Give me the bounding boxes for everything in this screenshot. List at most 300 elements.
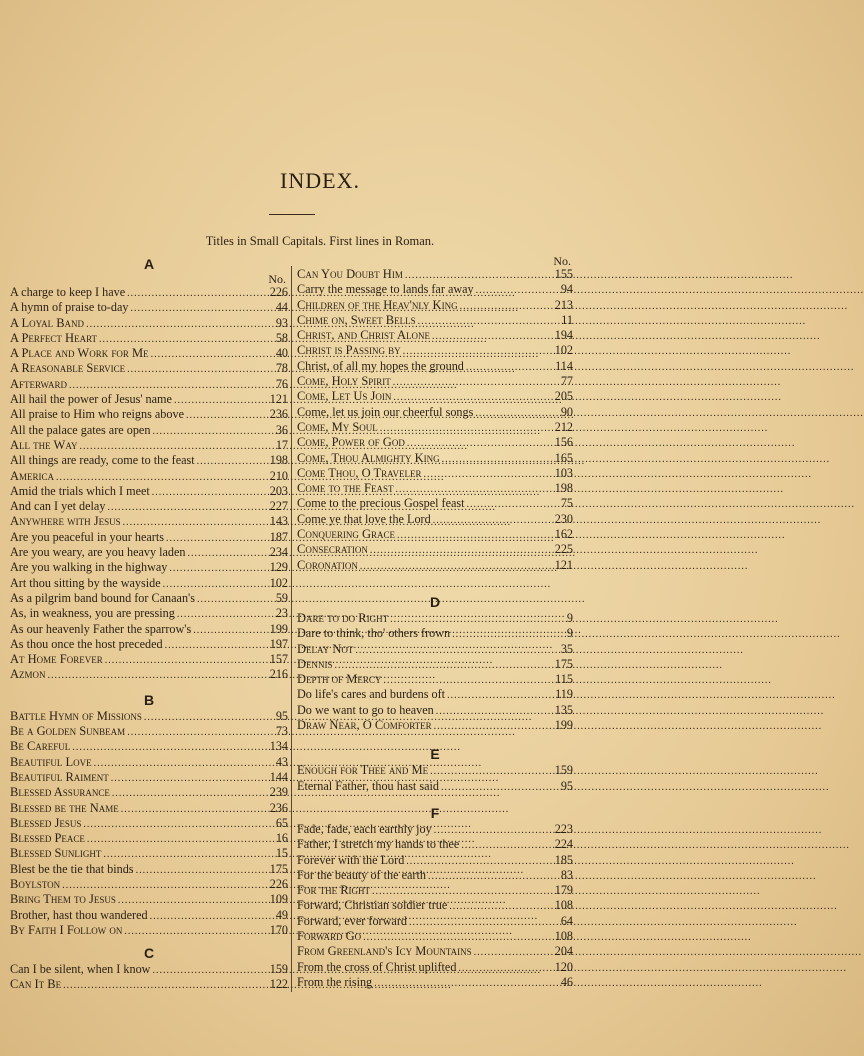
dot-leader <box>111 771 264 786</box>
index-entry <box>297 626 573 641</box>
index-entry <box>297 944 573 959</box>
dot-leader <box>380 421 549 436</box>
dot-leader <box>363 930 549 945</box>
hymn-number: 234 <box>269 545 288 560</box>
index-legend: Titles in Small Capitals. First lines in Roman. <box>205 234 435 248</box>
dot-leader <box>165 638 264 653</box>
dot-leader <box>127 725 264 740</box>
entry-title: Come to the Feast <box>297 481 394 496</box>
dot-leader <box>152 963 264 978</box>
entry-title: Come, Holy Spirit <box>297 374 391 389</box>
index-entry <box>10 499 288 514</box>
entry-title: Christ is Passing by <box>297 343 401 358</box>
hymn-number: 135 <box>554 702 573 717</box>
dot-leader <box>186 408 264 423</box>
hymn-number: 119 <box>555 687 573 702</box>
index-entry <box>297 389 573 404</box>
index-entry <box>10 545 288 560</box>
hymn-number: 226 <box>269 285 288 299</box>
hymn-number: 102 <box>554 343 573 358</box>
index-entry <box>10 892 288 907</box>
index-entry <box>10 423 288 438</box>
entry-title: Are you peaceful in your hearts <box>10 529 164 544</box>
section-letter-c: C <box>143 945 155 962</box>
index-entry <box>10 377 288 392</box>
entry-title: Amid the trials which I meet <box>10 483 150 498</box>
entry-title: Forward, Christian soldier true <box>297 898 448 913</box>
dot-leader <box>83 817 264 832</box>
dot-leader <box>105 653 264 668</box>
hymn-number: 144 <box>269 769 288 784</box>
dot-leader <box>152 485 264 500</box>
hymn-number: 197 <box>269 636 288 651</box>
hymn-number: 216 <box>269 667 288 682</box>
entry-title: Brother, hast thou wandered <box>10 907 148 922</box>
dot-leader <box>441 780 549 795</box>
index-entry <box>10 514 288 529</box>
dot-leader <box>383 673 549 688</box>
entry-title: Coronation <box>297 557 358 572</box>
index-entry <box>297 914 573 929</box>
index-entry <box>10 361 288 376</box>
index-entry <box>10 285 288 300</box>
entry-title: Christ, and Christ Alone <box>297 328 431 343</box>
hymn-number: 40 <box>275 346 288 361</box>
hymn-number: 203 <box>269 483 288 498</box>
hymn-number: 225 <box>554 542 573 557</box>
entry-title: Consecration <box>297 542 368 557</box>
hymn-number: 159 <box>269 962 288 977</box>
dot-leader <box>80 439 264 454</box>
hymn-number: 213 <box>554 297 573 312</box>
dot-leader <box>434 719 549 734</box>
dot-leader <box>123 515 264 530</box>
index-entry <box>10 637 288 652</box>
hymn-number: 78 <box>275 361 288 376</box>
index-entry <box>10 977 288 992</box>
hymn-number: 75 <box>560 496 573 511</box>
hymn-number: 165 <box>554 450 573 465</box>
dot-leader <box>103 847 264 862</box>
index-entry <box>10 484 288 499</box>
index-entry <box>10 862 288 877</box>
entry-title: Dare to think, tho' others frown <box>297 626 451 641</box>
entry-title: Draw Near, O Comforter <box>297 718 432 733</box>
index-entry <box>297 481 573 496</box>
dot-leader <box>197 592 264 607</box>
dot-leader <box>63 978 264 993</box>
right-column <box>297 255 573 990</box>
hymn-number: 170 <box>269 922 288 937</box>
entry-title: Depth of Mercy <box>297 672 382 687</box>
index-entry <box>10 622 288 637</box>
hymn-number: 199 <box>554 718 573 733</box>
dot-leader <box>467 497 549 512</box>
hymn-number: 157 <box>269 652 288 667</box>
entry-title: Eternal Father, thou hast said <box>297 778 440 793</box>
hymn-number: 109 <box>269 892 288 907</box>
index-entry <box>297 282 573 297</box>
dot-leader <box>121 802 264 817</box>
dot-leader <box>432 329 549 344</box>
dot-leader <box>69 378 264 393</box>
entry-title: All hail the power of Jesus' name <box>10 392 172 407</box>
dot-leader <box>127 362 264 377</box>
entry-title: Boylston <box>10 876 61 891</box>
hymn-number: 230 <box>554 511 573 526</box>
dot-leader <box>433 513 549 528</box>
dot-leader <box>87 832 264 847</box>
hymn-number: 114 <box>555 358 573 373</box>
dot-leader <box>124 924 264 939</box>
entry-title: And can I yet delay <box>10 499 106 514</box>
hymn-number: 236 <box>269 407 288 422</box>
dot-leader <box>193 623 264 638</box>
dot-leader <box>62 878 264 893</box>
entry-title: Blessed Peace <box>10 831 85 846</box>
entry-title: Battle Hymn of Missions <box>10 708 142 723</box>
hymn-number: 134 <box>269 739 288 754</box>
dot-leader <box>418 314 549 329</box>
hymn-number: 224 <box>554 837 573 852</box>
hymn-number: 43 <box>275 754 288 769</box>
dot-leader <box>127 286 264 301</box>
entry-title: A Perfect Heart <box>10 330 98 345</box>
index-entry <box>297 868 573 883</box>
dot-leader <box>150 909 264 924</box>
hymn-number: 143 <box>269 514 288 529</box>
entry-title: From the rising <box>297 974 373 989</box>
hymn-number: 223 <box>554 821 573 836</box>
index-entry <box>10 346 288 361</box>
index-entry <box>297 779 573 794</box>
entry-title: Come Thou, O Traveler <box>297 465 422 480</box>
hymn-number: 35 <box>560 641 573 656</box>
index-entry <box>297 657 573 672</box>
section-letter-f: F <box>430 804 440 821</box>
entry-title: Come, Thou Almighty King <box>297 450 440 465</box>
index-entry <box>297 898 573 913</box>
entry-title: Dare to do Right <box>297 610 389 625</box>
entry-title: Be a Golden Sunbeam <box>10 724 126 739</box>
dot-leader <box>374 976 549 991</box>
index-entry <box>297 929 573 944</box>
entry-title: A hymn of praise to-day <box>10 300 129 315</box>
hymn-number: 115 <box>555 672 573 687</box>
entry-title: Forward, ever forward <box>297 913 407 928</box>
entry-title: Dennis <box>297 656 333 671</box>
index-entry <box>10 801 288 816</box>
dot-leader <box>56 470 264 485</box>
dot-leader <box>86 317 264 332</box>
number-column-header: No. <box>553 254 571 268</box>
hymn-number: 120 <box>554 959 573 974</box>
dot-leader <box>452 627 549 642</box>
dot-leader <box>174 393 264 408</box>
dot-leader <box>405 268 549 283</box>
index-entry <box>297 960 573 975</box>
index-entry <box>10 962 288 977</box>
index-entry <box>297 451 573 466</box>
entry-title: Come, Power of God <box>297 435 405 450</box>
entry-title: Beautiful Raiment <box>10 769 109 784</box>
entry-title: All the palace gates are open <box>10 422 151 437</box>
index-entry <box>10 816 288 831</box>
entry-title: Can You Doubt Him <box>297 267 403 281</box>
dot-leader <box>144 710 264 725</box>
dot-leader <box>372 884 549 899</box>
entry-title: Do life's cares and burdens oft <box>297 687 446 702</box>
dot-leader <box>474 945 549 960</box>
index-entry <box>10 530 288 545</box>
entry-title: Do we want to go to heaven <box>297 702 434 717</box>
hymn-number: 204 <box>554 944 573 959</box>
entry-title: All praise to Him who reigns above <box>10 407 184 422</box>
index-entry <box>297 822 573 837</box>
index-entry <box>297 527 573 542</box>
entry-title: Father, I stretch my hands to thee <box>297 837 460 852</box>
section-gap <box>10 683 288 691</box>
hymn-number: 77 <box>560 374 573 389</box>
section-gap <box>297 733 573 745</box>
hymn-number: 64 <box>560 913 573 928</box>
section-gap <box>297 794 573 804</box>
index-entry <box>297 837 573 852</box>
index-entry <box>10 606 288 621</box>
dot-leader <box>152 424 264 439</box>
entry-title: Come, let us join our cheerful songs <box>297 404 474 419</box>
index-entry <box>10 770 288 785</box>
dot-leader <box>466 360 549 375</box>
entry-title: Christ, of all my hopes the ground <box>297 358 464 373</box>
hymn-number: 102 <box>269 575 288 590</box>
index-entry <box>297 466 573 481</box>
entry-title: From the cross of Christ uplifted <box>297 959 457 974</box>
hymn-number: 194 <box>554 328 573 343</box>
hymn-number: 11 <box>561 312 573 327</box>
index-entry <box>297 496 573 511</box>
hymn-number: 73 <box>275 724 288 739</box>
entry-title: By Faith I Follow on <box>10 922 123 937</box>
section-letter-a: A <box>143 256 155 272</box>
dot-leader <box>177 607 264 622</box>
section-gap <box>297 573 573 593</box>
index-entry <box>297 267 573 282</box>
index-entry <box>297 298 573 313</box>
hymn-number: 179 <box>554 883 573 898</box>
index-entry <box>10 755 288 770</box>
hymn-number: 49 <box>275 907 288 922</box>
hymn-number: 226 <box>269 876 288 891</box>
hymn-number: 159 <box>554 763 573 778</box>
hymn-number: 175 <box>269 861 288 876</box>
left-column <box>10 255 288 993</box>
dot-leader <box>424 467 549 482</box>
hymn-number: 156 <box>554 435 573 450</box>
entry-title: Can I be silent, when I know <box>10 962 151 977</box>
dot-leader <box>406 854 549 869</box>
entry-title: Blessed Assurance <box>10 785 110 800</box>
section-letter-e: E <box>430 746 440 763</box>
index-entry <box>297 313 573 328</box>
dot-leader <box>449 899 549 914</box>
hymn-number: 17 <box>275 437 288 452</box>
dot-leader <box>393 375 549 390</box>
entry-title: Delay Not <box>297 641 354 656</box>
entry-title: Forward Go <box>297 928 362 943</box>
section-letter-d: D <box>429 593 441 610</box>
number-column-header: No. <box>268 272 286 286</box>
hymn-number: 9 <box>566 626 573 641</box>
hymn-number: 46 <box>560 974 573 989</box>
index-entry <box>297 359 573 374</box>
entry-title: Forever with the Lord <box>297 852 405 867</box>
entry-title: Come, Let Us Join <box>297 389 392 404</box>
entry-title: Come ye that love the Lord <box>297 511 431 526</box>
dot-leader <box>355 643 549 658</box>
index-entry <box>297 687 573 702</box>
index-entry <box>297 883 573 898</box>
index-entry <box>10 392 288 407</box>
index-entry <box>10 877 288 892</box>
hymn-number: 227 <box>269 499 288 514</box>
dot-leader <box>447 688 549 703</box>
dot-leader <box>112 786 264 801</box>
index-entry <box>10 453 288 468</box>
hymn-number: 16 <box>275 831 288 846</box>
dot-leader <box>476 283 549 298</box>
entry-title: From Greenland's Icy Mountains <box>297 944 472 959</box>
entry-title: For the beauty of the earth <box>297 867 426 882</box>
hymn-number: 198 <box>554 481 573 496</box>
hymn-number: 121 <box>269 392 288 407</box>
entry-title: As our heavenly Father the sparrow's <box>10 621 192 636</box>
index-entry <box>297 343 573 358</box>
hymn-number: 103 <box>554 465 573 480</box>
dot-leader <box>458 961 549 976</box>
index-entry <box>10 667 288 682</box>
index-entry <box>297 853 573 868</box>
hymn-number: 15 <box>275 846 288 861</box>
index-entry <box>10 300 288 315</box>
entry-title: A Reasonable Service <box>10 361 126 376</box>
entry-title: Are you walking in the highway <box>10 560 168 575</box>
entry-title: Come to the precious Gospel feast <box>297 496 465 511</box>
hymn-number: 212 <box>554 419 573 434</box>
dot-leader <box>130 301 264 316</box>
entry-title: Azmon <box>10 667 46 682</box>
entry-title: Enough for Thee and Me <box>297 763 429 778</box>
dot-leader <box>403 344 549 359</box>
hymn-number: 90 <box>560 404 573 419</box>
hymn-number: 122 <box>269 977 288 992</box>
index-entry <box>297 405 573 420</box>
entry-title: Conquering Grace <box>297 527 395 542</box>
hymn-number: 95 <box>560 778 573 793</box>
index-entry <box>10 709 288 724</box>
hymn-number: 129 <box>269 560 288 575</box>
index-entry <box>297 611 573 626</box>
hymn-number: 121 <box>554 557 573 572</box>
dot-leader <box>390 612 549 627</box>
dot-leader <box>409 915 549 930</box>
dot-leader <box>436 704 549 719</box>
entry-title: Bring Them to Jesus <box>10 892 116 907</box>
hymn-number: 239 <box>269 785 288 800</box>
hymn-number: 23 <box>275 606 288 621</box>
section-letter-b: B <box>143 691 155 708</box>
entry-title: Blest be the tie that binds <box>10 861 134 876</box>
hymn-number: 236 <box>269 800 288 815</box>
hymn-number: 93 <box>275 315 288 330</box>
dot-leader <box>460 299 549 314</box>
dot-leader <box>475 406 549 421</box>
entry-title: Blessed Sunlight <box>10 846 102 861</box>
index-entry <box>10 923 288 938</box>
dot-leader <box>461 838 549 853</box>
index-entry <box>297 374 573 389</box>
hymn-number: 199 <box>269 621 288 636</box>
index-entry <box>10 469 288 484</box>
entry-title: At Home Forever <box>10 652 103 667</box>
index-entry <box>10 652 288 667</box>
dot-leader <box>118 893 264 908</box>
entry-title: Carry the message to lands far away <box>297 282 474 297</box>
index-entry <box>297 642 573 657</box>
dot-leader <box>94 756 264 771</box>
hymn-number: 94 <box>560 282 573 297</box>
hymn-number: 65 <box>275 815 288 830</box>
hymn-number: 205 <box>554 389 573 404</box>
hymn-number: 155 <box>554 267 573 281</box>
entry-title: For the Right <box>297 883 371 898</box>
dot-leader <box>163 577 264 592</box>
index-entry <box>10 785 288 800</box>
index-entry <box>10 438 288 453</box>
index-entry <box>10 591 288 606</box>
dot-leader <box>99 332 264 347</box>
dot-leader <box>360 559 549 574</box>
entry-title: America <box>10 468 55 483</box>
hymn-number: 59 <box>275 590 288 605</box>
index-entry <box>10 846 288 861</box>
hymn-number: 175 <box>554 656 573 671</box>
index-entry <box>10 560 288 575</box>
hymn-number: 36 <box>275 422 288 437</box>
index-entry <box>297 703 573 718</box>
entry-title: All the Way <box>10 437 78 452</box>
hymn-number: 108 <box>554 928 573 943</box>
hymn-number: 198 <box>269 453 288 468</box>
dot-leader <box>72 740 264 755</box>
entry-title: Fade, fade, each earthly joy <box>297 821 432 836</box>
index-entry <box>297 975 573 990</box>
entry-title: Chime on, Sweet Bells <box>297 312 416 327</box>
entry-title: Afterward <box>10 376 68 391</box>
hymn-number: 9 <box>566 610 573 625</box>
entry-title: A Loyal Band <box>10 315 85 330</box>
index-entry <box>297 512 573 527</box>
index-entry <box>10 316 288 331</box>
hymn-number: 95 <box>275 708 288 723</box>
hymn-number: 44 <box>275 300 288 315</box>
entry-title: Beautiful Love <box>10 754 92 769</box>
entry-title: A Place and Work for Me <box>10 346 149 361</box>
dot-leader <box>397 528 549 543</box>
dot-leader <box>396 482 550 497</box>
entry-title: A charge to keep I have <box>10 285 126 299</box>
entry-title: As thou once the host preceded <box>10 636 163 651</box>
